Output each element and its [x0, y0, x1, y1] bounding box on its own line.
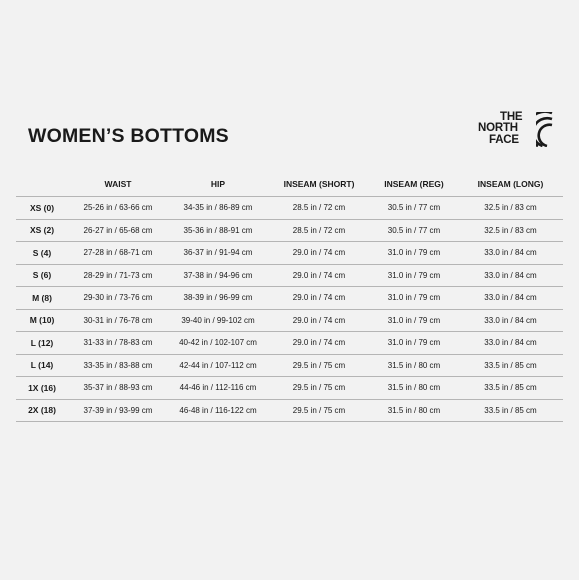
- size-cell: XS (0): [16, 197, 68, 220]
- size-chart-table: [16, 172, 563, 422]
- inseam-long-cell: 33.0 in / 84 cm: [458, 332, 563, 355]
- hip-cell: 36-37 in / 91-94 cm: [168, 242, 268, 265]
- inseam-short-cell: 29.0 in / 74 cm: [268, 264, 370, 287]
- size-cell: M (10): [16, 309, 68, 332]
- inseam-short-cell: 29.0 in / 74 cm: [268, 309, 370, 332]
- inseam-short-cell: 28.5 in / 72 cm: [268, 197, 370, 220]
- waist-cell: 37-39 in / 93-99 cm: [68, 399, 168, 422]
- waist-cell: 30-31 in / 76-78 cm: [68, 309, 168, 332]
- inseam-long-cell: 32.5 in / 83 cm: [458, 197, 563, 220]
- column-header-hip: HIP: [168, 172, 268, 197]
- logo-word-face: FACE: [489, 134, 519, 146]
- inseam-long-cell: 33.0 in / 84 cm: [458, 287, 563, 310]
- hip-cell: 37-38 in / 94-96 cm: [168, 264, 268, 287]
- table-row: [16, 309, 563, 332]
- inseam-long-cell: 32.5 in / 83 cm: [458, 219, 563, 242]
- inseam-reg-cell: 31.0 in / 79 cm: [370, 264, 458, 287]
- hip-cell: 44-46 in / 112-116 cm: [168, 377, 268, 400]
- inseam-long-cell: 33.5 in / 85 cm: [458, 399, 563, 422]
- column-header-inseam-long: INSEAM (LONG): [458, 172, 563, 197]
- hip-cell: 42-44 in / 107-112 cm: [168, 354, 268, 377]
- inseam-short-cell: 29.0 in / 74 cm: [268, 242, 370, 265]
- table-header-row: [16, 172, 563, 197]
- table-row: [16, 219, 563, 242]
- size-cell: 2X (18): [16, 399, 68, 422]
- inseam-reg-cell: 31.0 in / 79 cm: [370, 309, 458, 332]
- table-row: [16, 264, 563, 287]
- waist-cell: 27-28 in / 68-71 cm: [68, 242, 168, 265]
- waist-cell: 28-29 in / 71-73 cm: [68, 264, 168, 287]
- inseam-reg-cell: 30.5 in / 77 cm: [370, 197, 458, 220]
- inseam-reg-cell: 31.0 in / 79 cm: [370, 242, 458, 265]
- table-row: [16, 242, 563, 265]
- waist-cell: 26-27 in / 65-68 cm: [68, 219, 168, 242]
- size-cell: S (6): [16, 264, 68, 287]
- table-row: [16, 377, 563, 400]
- table-row: [16, 399, 563, 422]
- page-title: WOMEN’S BOTTOMS: [28, 125, 229, 147]
- hip-cell: 40-42 in / 102-107 cm: [168, 332, 268, 355]
- size-cell: L (14): [16, 354, 68, 377]
- inseam-long-cell: 33.0 in / 84 cm: [458, 242, 563, 265]
- inseam-short-cell: 29.5 in / 75 cm: [268, 354, 370, 377]
- inseam-reg-cell: 31.0 in / 79 cm: [370, 287, 458, 310]
- inseam-reg-cell: 31.5 in / 80 cm: [370, 377, 458, 400]
- inseam-long-cell: 33.0 in / 84 cm: [458, 309, 563, 332]
- inseam-long-cell: 33.5 in / 85 cm: [458, 354, 563, 377]
- logo-word-the: THE: [500, 111, 523, 123]
- inseam-reg-cell: 31.0 in / 79 cm: [370, 332, 458, 355]
- hip-cell: 39-40 in / 99-102 cm: [168, 309, 268, 332]
- inseam-short-cell: 29.0 in / 74 cm: [268, 332, 370, 355]
- table-row: [16, 332, 563, 355]
- hip-cell: 35-36 in / 88-91 cm: [168, 219, 268, 242]
- waist-cell: 33-35 in / 83-88 cm: [68, 354, 168, 377]
- inseam-reg-cell: 31.5 in / 80 cm: [370, 354, 458, 377]
- half-dome-icon: [536, 112, 554, 147]
- column-header-inseam-short: INSEAM (SHORT): [268, 172, 370, 197]
- inseam-reg-cell: 31.5 in / 80 cm: [370, 399, 458, 422]
- column-header-size: [16, 172, 68, 197]
- size-cell: L (12): [16, 332, 68, 355]
- table-row: [16, 287, 563, 310]
- waist-cell: 35-37 in / 88-93 cm: [68, 377, 168, 400]
- inseam-reg-cell: 30.5 in / 77 cm: [370, 219, 458, 242]
- table-row: [16, 354, 563, 377]
- waist-cell: 31-33 in / 78-83 cm: [68, 332, 168, 355]
- brand-logo: [468, 112, 553, 148]
- waist-cell: 29-30 in / 73-76 cm: [68, 287, 168, 310]
- hip-cell: 34-35 in / 86-89 cm: [168, 197, 268, 220]
- size-cell: XS (2): [16, 219, 68, 242]
- size-cell: S (4): [16, 242, 68, 265]
- inseam-long-cell: 33.5 in / 85 cm: [458, 377, 563, 400]
- inseam-short-cell: 28.5 in / 72 cm: [268, 219, 370, 242]
- waist-cell: 25-26 in / 63-66 cm: [68, 197, 168, 220]
- column-header-inseam-reg: INSEAM (REG): [370, 172, 458, 197]
- size-cell: 1X (16): [16, 377, 68, 400]
- hip-cell: 38-39 in / 96-99 cm: [168, 287, 268, 310]
- table-row: [16, 197, 563, 220]
- inseam-short-cell: 29.0 in / 74 cm: [268, 287, 370, 310]
- size-cell: M (8): [16, 287, 68, 310]
- column-header-waist: WAIST: [68, 172, 168, 197]
- inseam-long-cell: 33.0 in / 84 cm: [458, 264, 563, 287]
- inseam-short-cell: 29.5 in / 75 cm: [268, 399, 370, 422]
- inseam-short-cell: 29.5 in / 75 cm: [268, 377, 370, 400]
- hip-cell: 46-48 in / 116-122 cm: [168, 399, 268, 422]
- logo-word-north: NORTH: [478, 122, 518, 134]
